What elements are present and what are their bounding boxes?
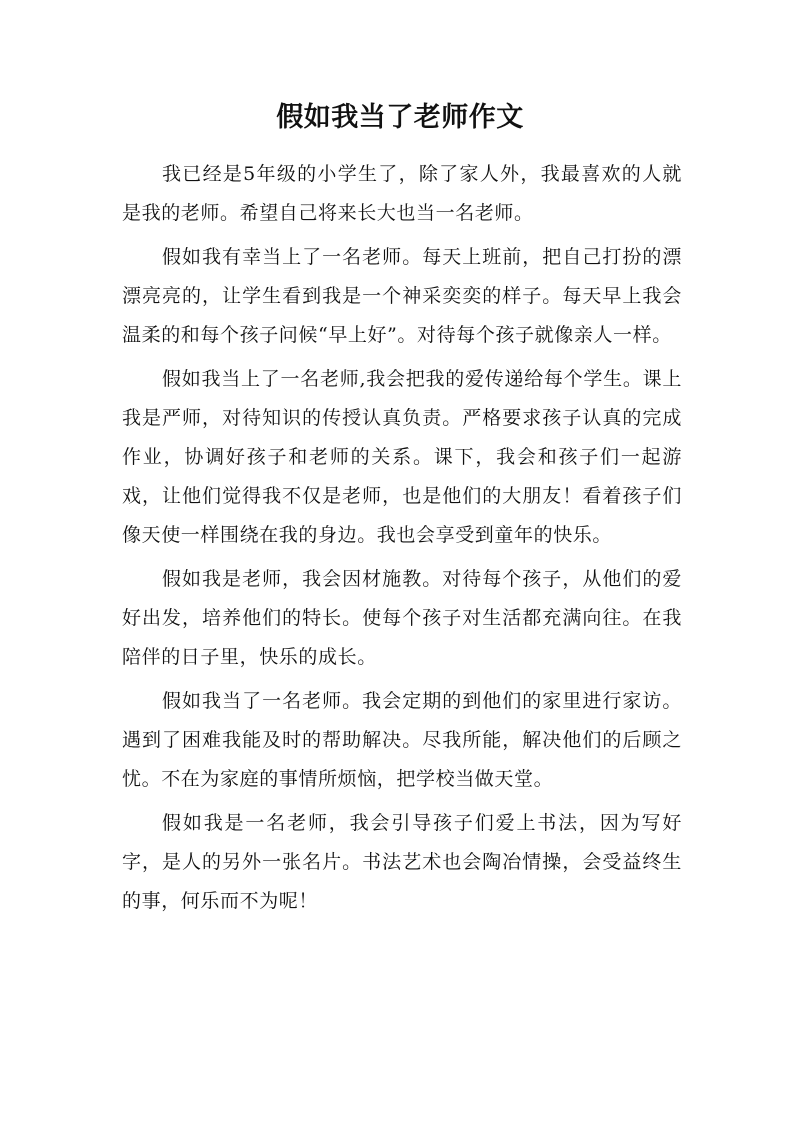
paragraph-6: 假如我是一名老师，我会引导孩子们爱上书法，因为写好字，是人的另外一张名片。书法艺术也会陶冶情操，会受益终生的事，何乐而不为呢！ bbox=[122, 812, 682, 912]
document-title: 假如我当了老师作文 bbox=[276, 102, 524, 133]
document-body bbox=[122, 155, 682, 926]
paragraph-2: 假如我有幸当上了一名老师。每天上班前，把自己打扮的漂漂亮亮的，让学生看到我是一个神采奕奕的样子。每天早上我会温柔的和每个孩子问候“早上好”。对待每个孩子就像亲人一样。 bbox=[122, 246, 682, 346]
paragraph-1: 我已经是5年级的小学生了，除了家人外，我最喜欢的人就是我的老师。希望自己将来长大也当一名老师。 bbox=[122, 163, 682, 224]
paragraph-5: 假如我当了一名老师。我会定期的到他们的家里进行家访。遇到了困难我能及时的帮助解决。尽我所能，解决他们的后顾之忧。不在为家庭的事情所烦恼，把学校当做天堂。 bbox=[122, 690, 682, 790]
paragraph-4: 假如我是老师，我会因材施教。对待每个孩子，从他们的爱好出发，培养他们的特长。使每个孩子对生活都充满向往。在我陪伴的日子里，快乐的成长。 bbox=[122, 568, 682, 668]
paragraph-3: 假如我当上了一名老师,我会把我的爱传递给每个学生。课上我是严师，对待知识的传授认真负责。严格要求孩子认真的完成作业，协调好孩子和老师的关系。课下，我会和孩子们一起游戏，让他们觉得我不仅是老师，也是他们的大朋友！看着孩子们像天使一样围绕在我的身边。我也会享受到童年的快乐。 bbox=[122, 368, 682, 546]
